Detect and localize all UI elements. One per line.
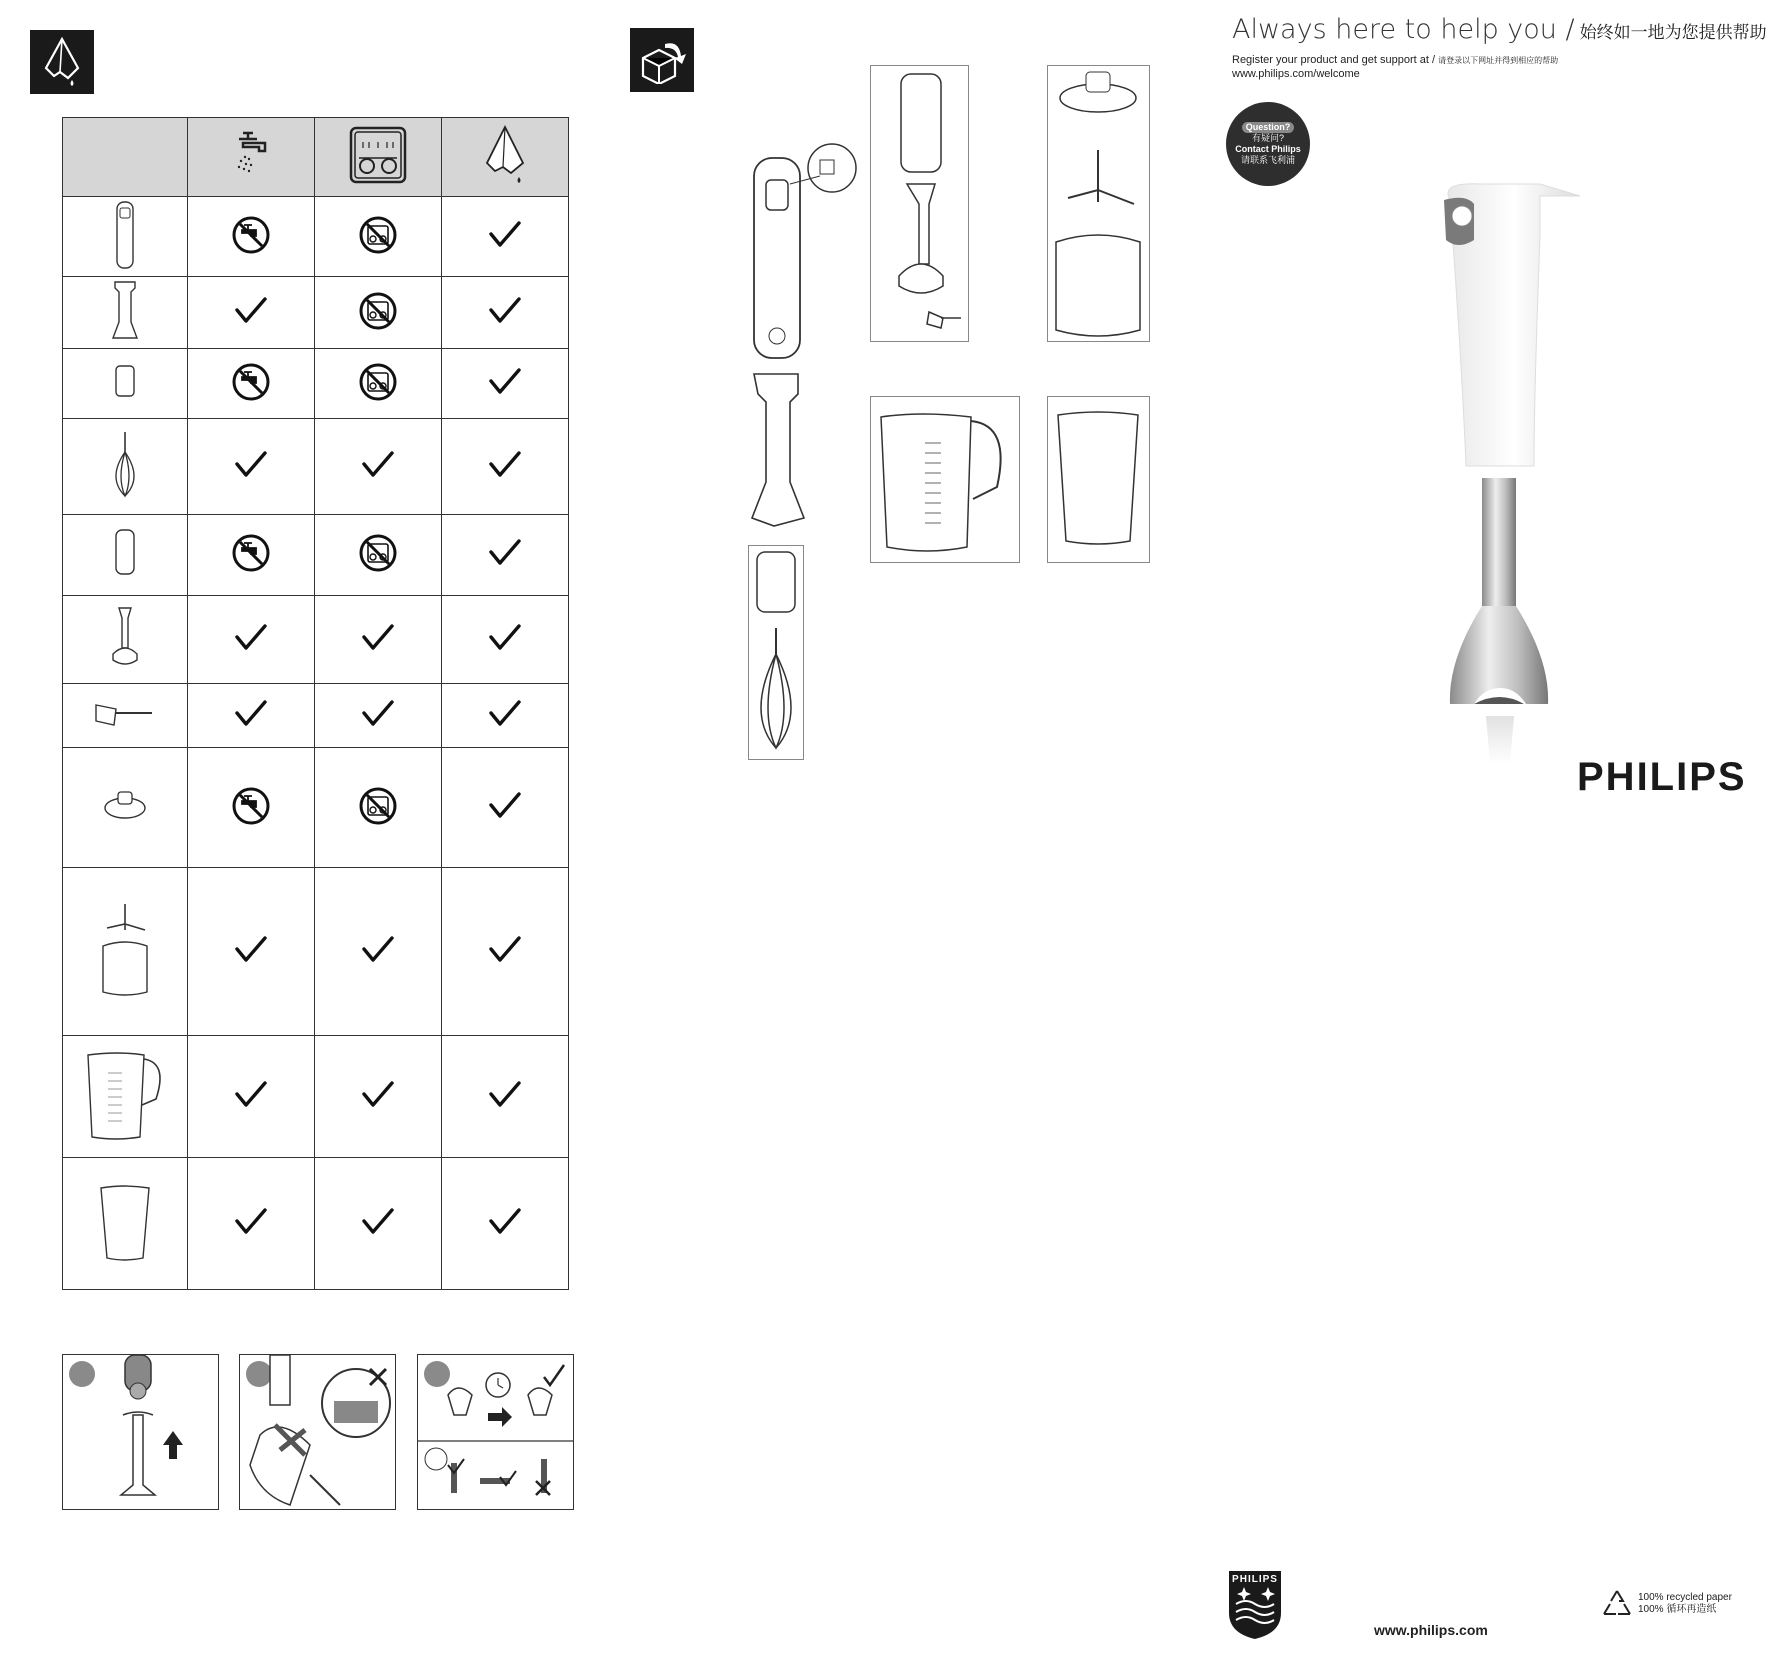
masher-coupling-cell (63, 515, 188, 596)
check-icon (234, 296, 268, 326)
table-row (63, 868, 569, 1036)
tap-status-cell (188, 349, 315, 419)
no-tap-water-icon (231, 362, 271, 402)
tap-water-icon (221, 125, 281, 185)
table-row (63, 277, 569, 349)
tap-status-cell (188, 1158, 315, 1290)
check-icon (488, 367, 522, 397)
check-icon (488, 791, 522, 821)
cloth-status-cell (442, 197, 569, 277)
beaker-cell (63, 1158, 188, 1290)
table-row (63, 419, 569, 515)
check-icon (234, 699, 268, 729)
table-row (63, 515, 569, 596)
check-icon (234, 1207, 268, 1237)
check-icon (361, 935, 395, 965)
table-row (63, 1036, 569, 1158)
dishwasher-icon (347, 124, 409, 186)
cloth-status-cell (442, 868, 569, 1036)
check-icon (234, 450, 268, 480)
register-text-cn: 请登录以下网址并得到相应的帮助 (1438, 56, 1559, 65)
recycle-text (1638, 1592, 1732, 1616)
dishwasher-status-cell (315, 277, 442, 349)
measuring-jug-icon (80, 1045, 170, 1145)
masher-set-frame (870, 65, 969, 342)
philips-shield-logo (1226, 1568, 1284, 1640)
scoop-cell (63, 684, 188, 748)
check-icon (361, 1080, 395, 1110)
check-icon (488, 220, 522, 250)
check-icon (488, 296, 522, 326)
cover-title-line (1232, 14, 1767, 45)
dishwasher-status-cell (315, 197, 442, 277)
register-url[interactable]: www.philips.com/welcome (1232, 68, 1360, 80)
check-icon (361, 623, 395, 653)
check-icon (361, 450, 395, 480)
table-row (63, 197, 569, 277)
check-icon (361, 1207, 395, 1237)
masher-coupling-icon (110, 528, 140, 578)
check-icon (361, 699, 395, 729)
dishwasher-status-cell (315, 596, 442, 684)
masher-bar-cell (63, 596, 188, 684)
tap-status-cell (188, 419, 315, 515)
cleaning-step-1 (62, 1354, 219, 1510)
tap-status-cell (188, 868, 315, 1036)
no-tap-water-icon (231, 215, 271, 255)
dishwasher-status-cell (315, 1158, 442, 1290)
cloth-status-cell (442, 349, 569, 419)
table-row (63, 684, 569, 748)
bubble-question: Question? (1242, 122, 1295, 133)
dishwasher-status-cell (315, 349, 442, 419)
table-header-row (63, 118, 569, 197)
cloth-status-cell (442, 1036, 569, 1158)
table-row (63, 748, 569, 868)
cleaning-step-2 (239, 1354, 396, 1510)
cloth-drop-icon (38, 36, 86, 88)
chopper-blade-and-bowl-cell (63, 868, 188, 1036)
cloth-drop-icon (475, 123, 535, 187)
measuring-jug-cell (63, 1036, 188, 1158)
cloth-status-cell (442, 419, 569, 515)
tap-status-cell (188, 748, 315, 868)
footer-url[interactable]: www.philips.com (1374, 1622, 1488, 1638)
recycle-block (1600, 1588, 1732, 1620)
tap-status-cell (188, 277, 315, 349)
step-number-circle (69, 1361, 95, 1387)
register-line (1232, 54, 1558, 66)
no-dishwasher-icon (358, 215, 398, 255)
no-dishwasher-icon (358, 533, 398, 573)
rinse-illustration (240, 1355, 395, 1509)
check-icon (488, 935, 522, 965)
check-icon (488, 699, 522, 729)
tap-status-cell (188, 684, 315, 748)
recycled-en: 100% recycled paper (1638, 1592, 1732, 1603)
no-dishwasher-icon (358, 291, 398, 331)
wipe-cloth-column-header (442, 118, 569, 197)
motor-unit-cell (63, 197, 188, 277)
part-column-header (63, 118, 188, 197)
whisk-cell (63, 419, 188, 515)
blender-shaft-icon (105, 280, 145, 342)
no-tap-water-icon (231, 533, 271, 573)
cloth-status-cell (442, 748, 569, 868)
table-row (63, 1158, 569, 1290)
tap-status-cell (188, 1036, 315, 1158)
hand-blender-product-image (1390, 170, 1590, 770)
check-icon (488, 623, 522, 653)
no-dishwasher-icon (358, 362, 398, 402)
dry-and-store-illustration (418, 1355, 573, 1509)
cover-title: Always here to help you / (1232, 14, 1575, 45)
dishwasher-status-cell (315, 868, 442, 1036)
chopper-set-frame (1047, 65, 1150, 342)
recycled-cn: 100% 循环再造纸 (1638, 1604, 1717, 1615)
motor-unit-icon (105, 200, 145, 270)
blender-shaft-cell (63, 277, 188, 349)
chopper-lid-cell (63, 748, 188, 868)
beaker-icon (95, 1180, 155, 1264)
chopper-lid-icon (100, 786, 150, 826)
dishwasher-status-cell (315, 1036, 442, 1158)
cloth-status-cell (442, 1158, 569, 1290)
cover-title-cn: 始终如一地为您提供帮助 (1579, 23, 1767, 43)
cleaning-header-icon (30, 30, 94, 94)
tap-status-cell (188, 197, 315, 277)
storage-header-icon (630, 28, 694, 92)
measuring-jug-frame (870, 396, 1020, 563)
cloth-status-cell (442, 277, 569, 349)
dishwasher-status-cell (315, 419, 442, 515)
masher-bar-icon (105, 606, 145, 670)
check-icon (488, 1207, 522, 1237)
register-text: Register your product and get support at / (1232, 54, 1436, 66)
check-icon (488, 1080, 522, 1110)
dishwasher-status-cell (315, 748, 442, 868)
shield-brand-text: PHILIPS (1232, 1574, 1278, 1585)
cloth-status-cell (442, 515, 569, 596)
check-icon (234, 1080, 268, 1110)
whisk-coupling-icon (110, 362, 140, 402)
cloth-status-cell (442, 684, 569, 748)
dishwasher-status-cell (315, 515, 442, 596)
storage-box-icon (635, 36, 689, 84)
chopper-blade-and-bowl-icon (95, 900, 155, 1000)
dishwasher-column-header (315, 118, 442, 197)
check-icon (488, 538, 522, 568)
table-row (63, 596, 569, 684)
table-row (63, 349, 569, 419)
cloth-status-cell (442, 596, 569, 684)
cleaning-step-3 (417, 1354, 574, 1510)
no-tap-water-icon (231, 786, 271, 826)
whisk-icon (110, 430, 140, 500)
scoop-icon (90, 699, 160, 729)
no-dishwasher-icon (358, 786, 398, 826)
bubble-contact: Contact Philips (1235, 144, 1301, 154)
motor-unit-illustration (748, 140, 858, 370)
check-icon (488, 450, 522, 480)
contact-bubble[interactable] (1226, 102, 1310, 186)
philips-wordmark: PHILIPS (1577, 755, 1747, 799)
check-icon (234, 623, 268, 653)
dishwasher-status-cell (315, 684, 442, 748)
tap-water-column-header (188, 118, 315, 197)
blender-shaft-illustration (748, 372, 808, 532)
check-icon (234, 935, 268, 965)
whisk-coupling-cell (63, 349, 188, 419)
recycle-icon (1600, 1588, 1634, 1620)
bubble-question-cn: 有疑问? (1251, 133, 1284, 143)
whisk-set-frame (748, 545, 804, 760)
bubble-contact-cn: 请联系飞利浦 (1240, 155, 1295, 165)
detach-shaft-illustration (103, 1355, 213, 1505)
cleaning-table (62, 117, 569, 1290)
tap-status-cell (188, 596, 315, 684)
beaker-frame (1047, 396, 1150, 563)
tap-status-cell (188, 515, 315, 596)
